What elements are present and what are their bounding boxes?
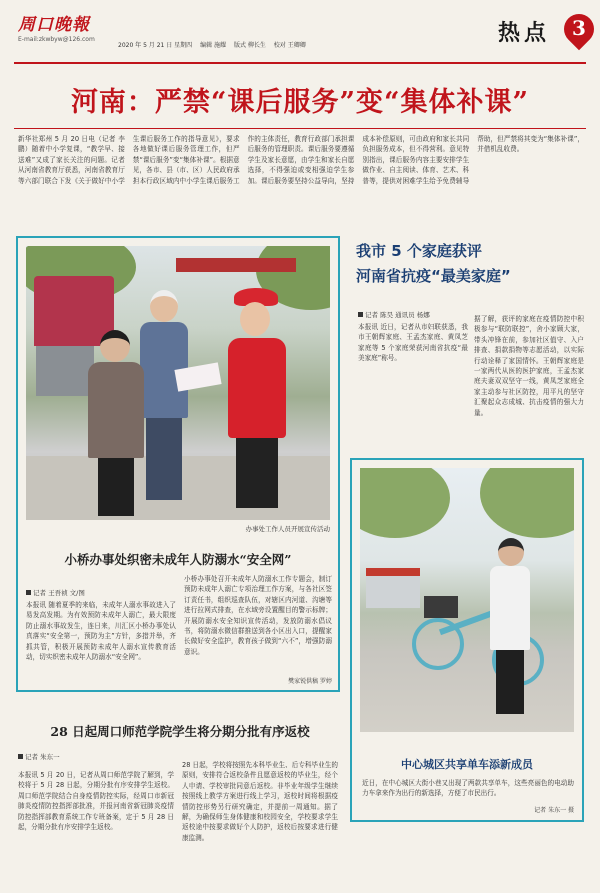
photo-shared-bike (360, 468, 574, 732)
page-number-badge (564, 14, 594, 52)
page-number: 3 (572, 16, 586, 40)
story-byline: 记者 陈昊 通讯员 杨娜 (358, 310, 430, 319)
story-credit: 樊家锐供稿 罗婷 (184, 676, 332, 685)
story-column-2: 28 日起，学校将按照先本科毕业生、后专科毕业生的原则，安排符合返校条件且愿意返校的毕业生，经个人申请、学校审批同意后返校。非毕业年级学生继续按照线上教学方案进行线上学习，返校时间将根据疫情防控形势另行研究确定，并提前一周通知。据了解，为确保师生身体健康和校园安全，学校要求学生返校途中按要求做好个人防护，返校后按要求进行健康监测。 (182, 761, 338, 842)
masthead-dateline (118, 40, 312, 49)
story-title-swimming-safety: 小桥办事处织密未成年人防溺水“安全网” (64, 552, 292, 567)
photo-tree (360, 468, 450, 538)
newspaper-logo: 周口晚報 (18, 15, 90, 35)
photo-box-shared-bikes (350, 458, 584, 822)
masthead-email: E-mail:zkwbyw@126.com (18, 36, 95, 43)
photo-volunteers-handing-flyers (26, 246, 330, 520)
issue-date: 2020 年 5 月 21 日 星期四 (118, 42, 193, 49)
story-column-1: 本报讯 随着夏季的来临，未成年人溺水事故进入了易发高发期。为有效预防未成年人溺亡，最大限度防止溺水事故发生，连日来，川汇区小桥办事处认真落实“安全第一，预防为主”方针，多措并举，齐抓共管，积极开展预防未成年人溺水宣传教育活动，切实织密未成年人防溺水“安全网”。 (26, 601, 176, 662)
photo-box-text: 近日，在中心城区大街小巷又出现了两款共享单车，这些亮丽色的电动助力车拿来作为出行的新选择，方便了市民出行。 (362, 779, 574, 798)
story-byline: 记者 朱东一 (18, 752, 60, 761)
story-column-1: 本报讯 5 月 20 日，记者从周口师范学院了解到，学校将于 5 月 28 日起，分期分批有序安排学生返校。周口师范学院结合自身疫情防控实际，经周口市新冠肺炎疫情防控指挥部批准，并报河南省新冠肺炎疫情防控指挥部教育系统工作专班备案，定于 5 月 28 日起，分期分批有序安排学生返校。 (18, 771, 174, 832)
photo-box-credit: 记者 朱东一 摄 (534, 807, 574, 814)
section-name: 热点 (498, 20, 551, 46)
photo-tree (480, 468, 574, 538)
photo-truck (366, 568, 420, 608)
story-byline: 记者 王吾祯 文/图 (26, 588, 85, 597)
story-column-1: 本报讯 近日，记者从市妇联获悉，我市王朝辉家庭、王孟杰家庭、黄凤芝家庭等 5 个家庭荣获河南省抗疫“最美家庭”称号。 (358, 323, 468, 363)
story-title-line-1: 我市 5 个家庭获评 (356, 242, 482, 260)
story-title-best-families (356, 240, 584, 286)
photo-caption: 办事处工作人员开展宣传活动 (245, 525, 330, 533)
main-headline: 河南：严禁“课后服务”变“集体补课” (70, 87, 530, 118)
story-title-college-return: 28 日起周口师范学院学生将分期分批有序返校 (50, 724, 310, 739)
photo-red-sign (176, 258, 296, 272)
lead-story: 新华社郑州 5 月 20 日电（记者 李鹏）随着中小学复课，“教学早、接送难”又成了家长关注的问题。记者从河南省教育厅获悉，河南省教育厅等六部门联合下发《关于做好中小学生课后服务工作的指导意见》，要求各地做好课后服务管理工作，但严禁“课后服务”变“集体补课”。根据意见，各市、县（市、区）人民政府承担本行政区域内中小学生课后服务工作的主体责任，教育行政部门承担课后服务的管理职责。课后服务要遵循学生及家长意愿，由学生和家长自愿选择，不得强迫或变相强迫学生参加。课后服务要坚持公益导向，坚持成本补偿原则，可由政府和家长共同负担服务成本，但不得营利。意见特别指出，课后服务内容主要安排学生做作业、自主阅读、体育、艺术、科普等，提供对困难学生给予免费辅导帮助，但严禁将其变为“集体补课”，并借机乱收费。 (18, 135, 584, 185)
photo-elderly-woman (84, 330, 148, 516)
proofreader-credit: 校对 王卿卿 (273, 42, 306, 49)
photo-volunteer (224, 288, 290, 508)
story-title-line-2: 河南省抗疫“最美家庭” (356, 267, 511, 285)
story-column-2: 据了解，获评的家庭在疫情防控中积极参与“联防联控”，舍小家顾大家，带头冲锋在前，参加社区值守、入户排查、捐款捐物等志愿活动，以实际行动诠释了家国情怀。王朝辉家庭是一家两代从医的医护家庭，王孟杰家庭夫妻双双坚守一线，黄凤芝家庭全家主动参与社区防控，用平凡的坚守汇聚起众志成城、抗击疫情的强大力量。 (474, 315, 584, 417)
story-box-swimming-safety (16, 236, 340, 692)
story-column-2: 小桥办事处召开未成年人防溺水工作专题会，制订预防未成年人溺亡专项治理工作方案，与各社区签订责任书，组织巡查队伍，对辖区内河道、沟塘等进行拉网式排查，在水域旁设置醒目的警示标牌；开展防溺水安全知识宣传活动，发放防溺水倡议书，将防溺水微信群推送到各小区出入口，提醒家长做好安全监护，教育孩子做到“六不”，增强防溺意识。 (184, 575, 332, 656)
top-rule (14, 62, 586, 64)
photo-box-title: 中心城区共享单车添新成员 (401, 758, 533, 771)
designer-credit: 版式 柳长生 (233, 42, 266, 49)
photo-rider (488, 538, 532, 714)
photo-bike-basket (424, 596, 458, 618)
editor-credit: 编辑 施耀 (200, 42, 227, 49)
headline-rule (14, 128, 586, 129)
